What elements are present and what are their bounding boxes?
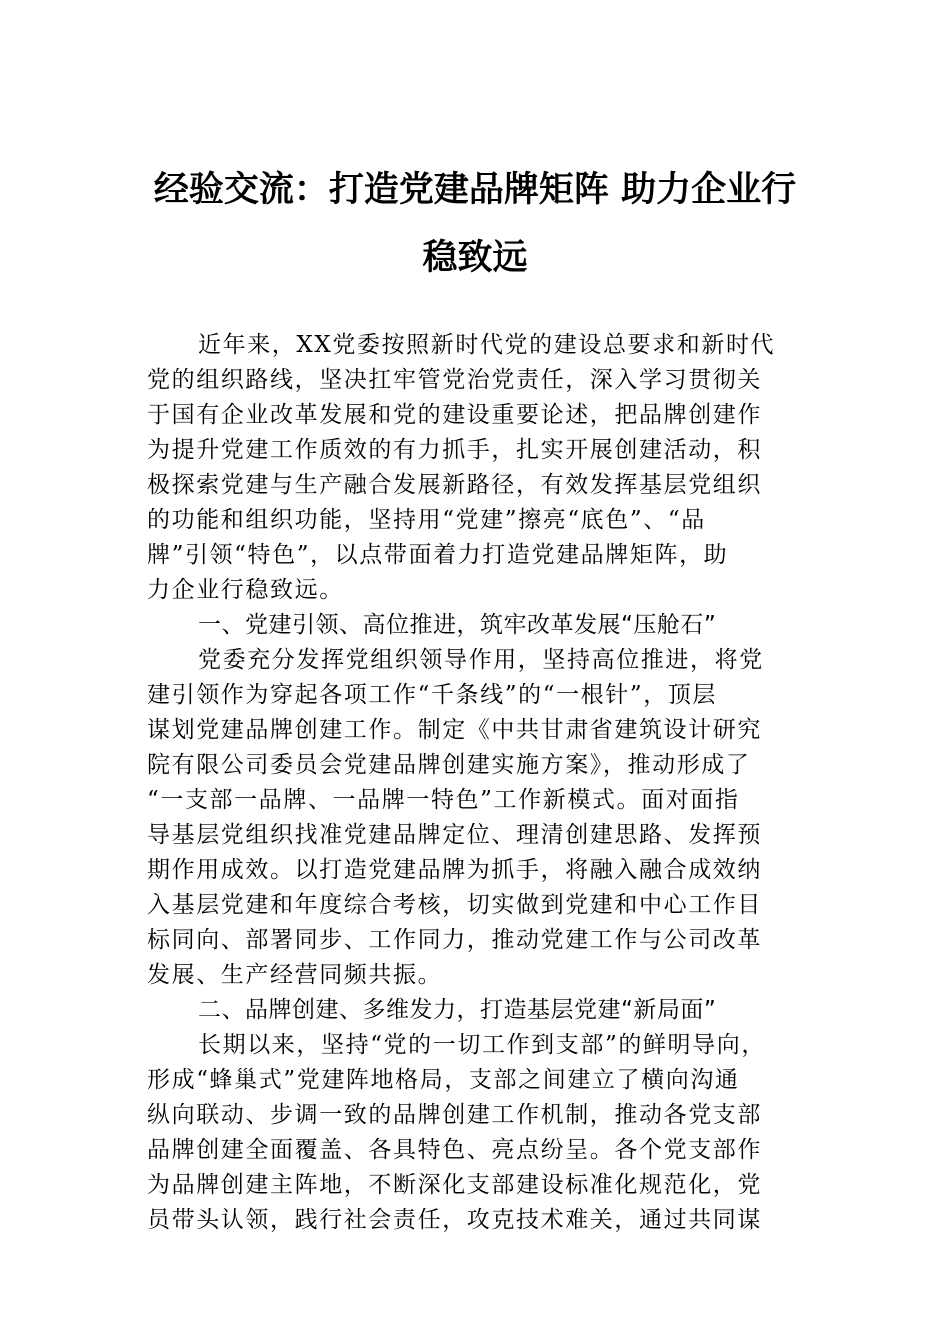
paragraph-line: 为提升党建工作质效的有力抓手，扎实开展创建活动，积 (147, 437, 762, 463)
paragraph-line: 党的组织路线，坚决扛牢管党治党责任，深入学习贯彻关 (147, 367, 762, 393)
paragraph-line: 纵向联动、步调一致的品牌创建工作机制，推动各党支部 (147, 1102, 762, 1128)
paragraph-line: 导基层党组织找准党建品牌定位、理清创建思路、发挥预 (147, 822, 762, 848)
paragraph-line: 极探索党建与生产融合发展新路径，有效发挥基层党组织 (147, 472, 762, 498)
paragraph-line: 期作用成效。以打造党建品牌为抓手，将融入融合成效纳 (147, 857, 762, 883)
paragraph-line: 品牌创建全面覆盖、各具特色、亮点纷呈。各个党支部作 (147, 1137, 762, 1163)
paragraph-line: 谋划党建品牌创建工作。制定《中共甘肃省建筑设计研究 (147, 717, 762, 743)
paragraph-line: 院有限公司委员会党建品牌创建实施方案》，推动形成了 (147, 752, 751, 778)
paragraph-line: 力企业行稳致远。 (147, 577, 344, 603)
paragraph-line: 长期以来，坚持“党的一切工作到支部”的鲜明导向， (198, 1032, 766, 1058)
section-heading-1: 一、党建引领、高位推进，筑牢改革发展“压舱石” (198, 612, 717, 638)
paragraph-line: 建引领作为穿起各项工作“千条线”的“一根针”，顶层 (147, 682, 718, 708)
paragraph-line: 员带头认领，践行社会责任，攻克技术难关，通过共同谋 (147, 1207, 762, 1233)
paragraph-line: 入基层党建和年度综合考核，切实做到党建和中心工作目 (147, 892, 762, 918)
paragraph-line: 的功能和组织功能，坚持用“党建”擦亮“底色”、“品 (147, 507, 706, 533)
paragraph-line: 形成“蜂巢式”党建阵地格局，支部之间建立了横向沟通 (147, 1067, 740, 1093)
paragraph-line: 近年来，XX党委按照新时代党的建设总要求和新时代 (198, 332, 776, 358)
section-heading-2: 二、品牌创建、多维发力，打造基层党建“新局面” (198, 997, 717, 1023)
paragraph-line: “一支部一品牌、一品牌一特色”工作新模式。面对面指 (147, 787, 740, 813)
paragraph-line: 党委充分发挥党组织领导作用，坚持高位推进，将党 (198, 647, 764, 673)
document-title-line-1: 经验交流：打造党建品牌矩阵 助力企业行 (153, 169, 797, 210)
paragraph-line: 牌”引领“特色”，以点带面着力打造党建品牌矩阵，助 (147, 542, 729, 568)
document-title-line-2: 稳致远 (422, 237, 528, 278)
paragraph-line: 发展、生产经营同频共振。 (147, 962, 443, 988)
paragraph-line: 于国有企业改革发展和党的建设重要论述，把品牌创建作 (147, 402, 762, 428)
paragraph-line: 标同向、部署同步、工作同力，推动党建工作与公司改革 (147, 927, 762, 953)
paragraph-line: 为品牌创建主阵地，不断深化支部建设标准化规范化，党 (147, 1172, 762, 1198)
